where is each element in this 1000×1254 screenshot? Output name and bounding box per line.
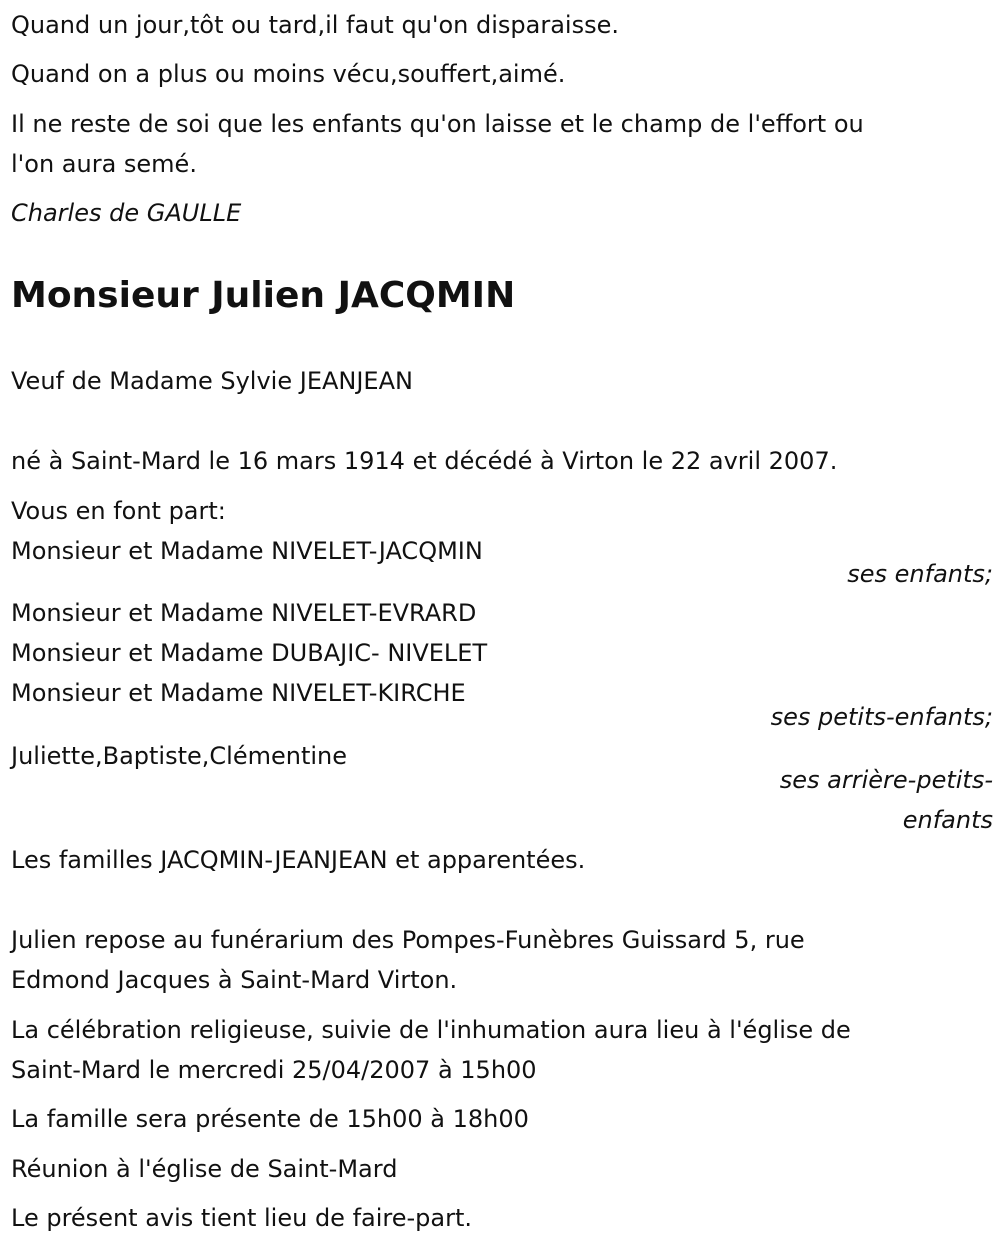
rest-line-1: Julien repose au funérarium des Pompes-Funèbres Guissard 5, rue <box>11 926 805 954</box>
widower-of: Veuf de Madame Sylvie JEANJEAN <box>11 367 413 395</box>
quote-line-3a: Il ne reste de soi que les enfants qu'on laisse et le champ de l'effort ou <box>11 110 864 138</box>
quote-author: Charles de GAULLE <box>11 199 242 227</box>
family-presence: La famille sera présente de 15h00 à 18h00 <box>11 1105 529 1133</box>
obituary-notice <box>11 0 993 1254</box>
quote-line-2: Quand on a plus ou moins vécu,souffert,aimé. <box>11 60 566 88</box>
quote-line-1: Quand un jour,tôt ou tard,il faut qu'on disparaisse. <box>11 11 620 39</box>
grandchildren-label: ses petits-enfants; <box>770 703 993 731</box>
meeting-place: Réunion à l'église de Saint-Mard <box>11 1155 398 1183</box>
grandchildren-entry-1: Monsieur et Madame NIVELET-EVRARD <box>11 599 477 627</box>
birth-death: né à Saint-Mard le 16 mars 1914 et décédé à Virton le 22 avril 2007. <box>11 447 838 475</box>
notice-line: Le présent avis tient lieu de faire-part. <box>11 1204 473 1232</box>
grandchildren-entry-2: Monsieur et Madame DUBAJIC- NIVELET <box>11 639 488 667</box>
children-entry: Monsieur et Madame NIVELET-JACQMIN <box>11 537 483 565</box>
great-grandchildren-label-b: enfants <box>902 806 993 834</box>
ceremony-line-1: La célébration religieuse, suivie de l'inhumation aura lieu à l'église de <box>11 1016 851 1044</box>
great-grandchildren-label-a: ses arrière-petits- <box>779 766 993 794</box>
announcers-intro: Vous en font part: <box>11 497 226 525</box>
children-label: ses enfants; <box>847 560 993 588</box>
ceremony-line-2: Saint-Mard le mercredi 25/04/2007 à 15h00 <box>11 1056 537 1084</box>
grandchildren-entry-3: Monsieur et Madame NIVELET-KIRCHE <box>11 679 466 707</box>
great-grandchildren-entry: Juliette,Baptiste,Clémentine <box>11 742 347 770</box>
rest-line-2: Edmond Jacques à Saint-Mard Virton. <box>11 966 458 994</box>
deceased-name: Monsieur Julien JACQMIN <box>11 275 516 316</box>
quote-line-3b: l'on aura semé. <box>11 150 197 178</box>
families-line: Les familles JACQMIN-JEANJEAN et apparentées. <box>11 846 586 874</box>
